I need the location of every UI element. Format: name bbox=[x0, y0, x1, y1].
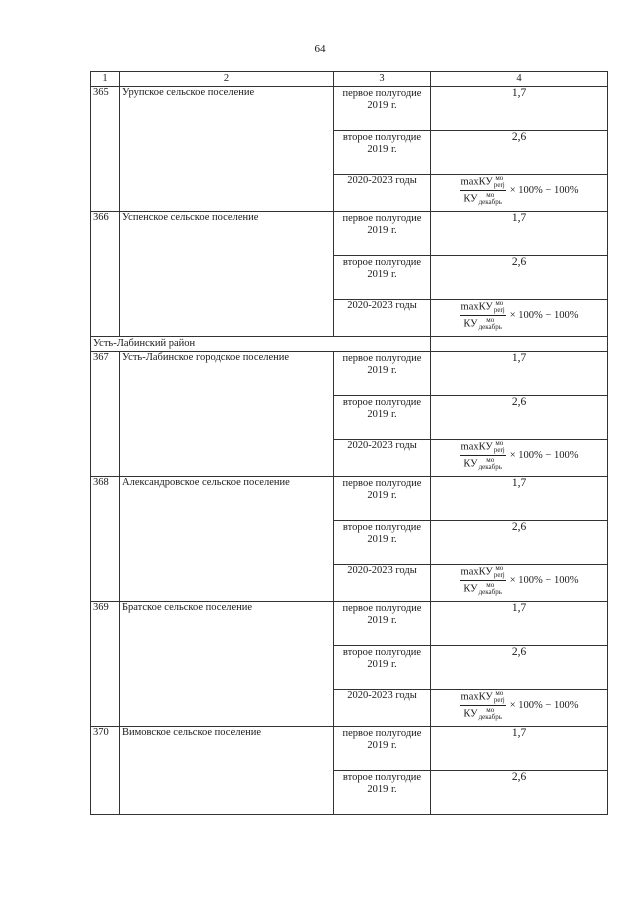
growth-index-value: 2,6 bbox=[431, 396, 608, 440]
period-label: второе полугодие 2019 г. bbox=[334, 646, 431, 690]
period-label: первое полугодие 2019 г. bbox=[334, 602, 431, 646]
formula-cell bbox=[431, 300, 608, 337]
formula-fraction bbox=[460, 175, 506, 206]
row-number: 365 bbox=[91, 87, 120, 212]
municipality-name: Усть-Лабинское городское поселение bbox=[120, 352, 334, 477]
growth-formula bbox=[460, 690, 579, 721]
formula-denominator: КУ мо декабрь bbox=[463, 581, 502, 596]
period-label: первое полугодие 2019 г. bbox=[334, 477, 431, 521]
growth-formula bbox=[460, 175, 579, 206]
period-label: 2020-2023 годы bbox=[334, 690, 431, 727]
header-col-2: 2 bbox=[120, 72, 334, 87]
growth-index-value: 2,6 bbox=[431, 646, 608, 690]
growth-index-value: 1,7 bbox=[431, 477, 608, 521]
period-label: 2020-2023 годы bbox=[334, 300, 431, 337]
formula-fraction bbox=[460, 440, 506, 471]
formula-denominator: КУ мо декабрь bbox=[463, 191, 502, 206]
formula-multiplier: × 100% − 100% bbox=[509, 184, 579, 196]
growth-formula bbox=[460, 440, 579, 471]
growth-formula bbox=[460, 300, 579, 331]
formula-cell bbox=[431, 175, 608, 212]
growth-index-value: 1,7 bbox=[431, 602, 608, 646]
table-row bbox=[91, 602, 608, 646]
growth-index-value: 2,6 bbox=[431, 521, 608, 565]
header-col-3: 3 bbox=[334, 72, 431, 87]
growth-index-value: 1,7 bbox=[431, 352, 608, 396]
formula-numerator: maxКУ мо perj bbox=[460, 439, 505, 454]
formula-denominator: КУ мо декабрь bbox=[463, 706, 502, 721]
municipality-name: Успенское сельское поселение bbox=[120, 212, 334, 337]
municipality-name: Братское сельское поселение bbox=[120, 602, 334, 727]
row-number: 369 bbox=[91, 602, 120, 727]
row-number: 370 bbox=[91, 727, 120, 815]
district-name: Усть-Лабинский район bbox=[91, 337, 431, 352]
period-label: 2020-2023 годы bbox=[334, 565, 431, 602]
municipality-name: Вимовское сельское поселение bbox=[120, 727, 334, 815]
growth-index-value: 1,7 bbox=[431, 212, 608, 256]
growth-index-value: 1,7 bbox=[431, 727, 608, 771]
formula-fraction bbox=[460, 690, 506, 721]
formula-fraction bbox=[460, 300, 506, 331]
formula-numerator: maxКУ мо perj bbox=[460, 174, 505, 189]
table-row bbox=[91, 352, 608, 396]
table-row bbox=[91, 87, 608, 131]
row-number: 367 bbox=[91, 352, 120, 477]
formula-numerator: maxКУ мо perj bbox=[460, 299, 505, 314]
growth-index-value: 2,6 bbox=[431, 771, 608, 815]
period-label: первое полугодие 2019 г. bbox=[334, 212, 431, 256]
period-label: второе полугодие 2019 г. bbox=[334, 256, 431, 300]
growth-index-value: 1,7 bbox=[431, 87, 608, 131]
table-row bbox=[91, 727, 608, 771]
municipality-name: Урупское сельское поселение bbox=[120, 87, 334, 212]
municipality-name: Александровское сельское поселение bbox=[120, 477, 334, 602]
formula-cell bbox=[431, 565, 608, 602]
formula-multiplier: × 100% − 100% bbox=[509, 574, 579, 586]
table-row bbox=[91, 212, 608, 256]
period-label: 2020-2023 годы bbox=[334, 175, 431, 212]
formula-multiplier: × 100% − 100% bbox=[509, 699, 579, 711]
growth-index-value: 2,6 bbox=[431, 131, 608, 175]
period-label: первое полугодие 2019 г. bbox=[334, 727, 431, 771]
formula-cell bbox=[431, 690, 608, 727]
period-label: второе полугодие 2019 г. bbox=[334, 131, 431, 175]
period-label: второе полугодие 2019 г. bbox=[334, 396, 431, 440]
tariff-table bbox=[90, 71, 608, 815]
period-label: первое полугодие 2019 г. bbox=[334, 87, 431, 131]
formula-denominator: КУ мо декабрь bbox=[463, 456, 502, 471]
formula-numerator: maxКУ мо perj bbox=[460, 689, 505, 704]
header-col-4: 4 bbox=[431, 72, 608, 87]
table-row bbox=[91, 477, 608, 521]
period-label: 2020-2023 годы bbox=[334, 440, 431, 477]
formula-fraction bbox=[460, 565, 506, 596]
period-label: первое полугодие 2019 г. bbox=[334, 352, 431, 396]
formula-cell bbox=[431, 440, 608, 477]
formula-multiplier: × 100% − 100% bbox=[509, 449, 579, 461]
period-label: второе полугодие 2019 г. bbox=[334, 521, 431, 565]
page-number: 64 bbox=[314, 43, 326, 55]
formula-multiplier: × 100% − 100% bbox=[509, 309, 579, 321]
row-number: 366 bbox=[91, 212, 120, 337]
table-header-row bbox=[91, 72, 608, 87]
district-empty-cell bbox=[431, 337, 608, 352]
row-number: 368 bbox=[91, 477, 120, 602]
formula-denominator: КУ мо декабрь bbox=[463, 316, 502, 331]
formula-numerator: maxКУ мо perj bbox=[460, 564, 505, 579]
growth-index-value: 2,6 bbox=[431, 256, 608, 300]
growth-formula bbox=[460, 565, 579, 596]
district-row bbox=[91, 337, 608, 352]
period-label: второе полугодие 2019 г. bbox=[334, 771, 431, 815]
header-col-1: 1 bbox=[91, 72, 120, 87]
